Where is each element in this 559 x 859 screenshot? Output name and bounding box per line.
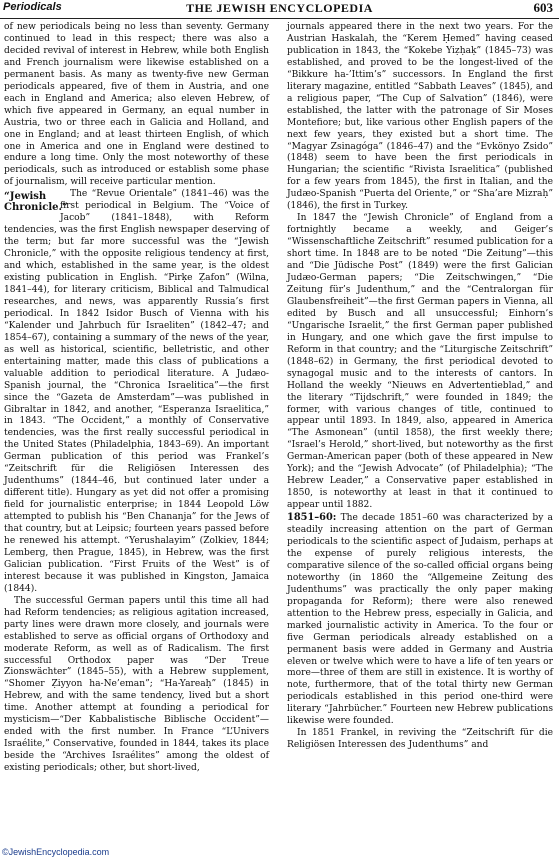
paragraph bbox=[287, 512, 553, 728]
paragraph: In 1847 the “Jewish Chronicle” of England from a fortnightly became a weekly, and Geiger’s “Wissenschaftliche Zeitschrift” resumed publication for a short time. In 1848 are to be noted “Die Zeitung”—this and “Die Jüdische Post” (1849) were the first Galician Judæo-German papers; “Die Zeitschwingen,” “Die Zeitung für’s Judenthum,” and the “Centralorgan für Glaubensfreiheit”—the first German papers in Vienna, all edited by Busch and all unsuccessful; Einhorn’s “Ungarische Israelit,” the first German paper published in Hungary, and one which gave the first impulse to Reform in that country; and the “Liturgische Zeitschrift” (1848–62) in Germany, the first periodical devoted to synagogal music and to the interests of cantors. In Holland the weekly “Nieuws en Advertentieblad,” and the literary “Tijdschrift,” were founded in 1849; the former, with various changes of title, continued to appear until 1893. In 1849, also, appeared in America “The Asmonean” (until 1858), the first weekly there; “Israel’s Herold,” short-lived, but noteworthy as the first German-American paper (both of these appeared in New York); and the “Jewish Advocate” (of Philadelphia); “The Hebrew Leader,” a Conservative paper established in 1850, is noteworthy at least in that it continued to appear until 1882. bbox=[287, 213, 553, 511]
paragraph-text: The decade 1851–60 was characterized by a steadily increasing attention on the part of German periodicals to the scientific aspect of Judaism, perhaps at the expense of purely religious interests, the comparative silence of the so-called official organs being noteworthy (in 1860 the “Allgemeine Zeitung des Judenthums” was practically the only paper making propaganda for Reform); there were also renewed attention to the Hebrew press, especially in Galicia, and marked journalistic activity in America. To the four or five German periodicals already established on a permanent basis were added in Germany and Austria eleven or twelve which were to have a life of ten years or more—three of them are still in existence. It is worthy of note, furthermore, that of the total thirty new German periodicals established in this period one-third were literary “Jahrbücher.” Fourteen new Hebrew publications likewise were founded. bbox=[287, 513, 553, 727]
left-column bbox=[4, 22, 269, 775]
section-title: Periodicals bbox=[3, 1, 62, 13]
watermark: ©JewishEncyclopedia.com bbox=[2, 847, 110, 857]
paragraph: journals appeared there in the next two years. For the Austrian Haskalah, the “Kerem Ḥemed” having ceased publication in 1843, the “Kokebe Yiẓḥaḳ” (1845–73) was established, and proved to be the longest-lived of the “Bikkure ha-’Ittim’s” successors. In England the first literary magazine, entitled “Sabbath Leaves” (1845), and a religious paper, “The Cup of Salvation” (1846), were established, the latter with the patronage of Sir Moses Montefiore; but, like various other English papers of the next few years, they existed but a short time. The “Magyar Zsinagóga” (1846–47) and the “Evkönyo Zsido” (1848) seem to have been the first periodicals in Hungarian; the scientific “Rivista Israelitica” (published for a few years from 1845), the first in Italian, and the Judæo-Spanish “Puerta del Oriente,” or “Sha’are Mizraḥ” (1846), the first in Turkey. bbox=[287, 22, 553, 212]
page-header bbox=[0, 0, 559, 19]
page-number: 603 bbox=[533, 0, 553, 15]
side-heading: “Jewish Chronicle.” bbox=[4, 191, 68, 214]
paragraph: In 1851 Frankel, in reviving the “Zeitschrift für die Religiösen Interessen des Judenthums” and bbox=[287, 728, 553, 751]
run-in-heading: 1851–60: bbox=[287, 512, 337, 524]
paragraph: of new periodicals being no less than seventy. Germany continued to lead in this respect; there was also a decided revival of interest in Hebrew, while both English and French journalism were likewise established on a permanent basis. As many as twenty-five new German periodicals appeared, five of them in Austria, and one each in England and America; also eleven Hebrew, of which five appeared in Germany, an equal number in Austria, two or three each in Galicia and Holland, and one in England; and at least thirteen English, of which one in America and one in England were destined to endure a long time. Only the most noteworthy of these periodicals, such as introduced or establish some phase of journalism, will receive particular mention. bbox=[4, 22, 269, 188]
running-title: THE JEWISH ENCYCLOPEDIA bbox=[186, 1, 373, 15]
paragraph: The successful German papers until this time all had had Reform tendencies; as religious agitation increased, party lines were drawn more closely, and journals were established to serve as official organs of Orthodoxy and moderate Reform, as well as of Radicalism. The first successful Orthodox paper was “Der Treue Zionswächter” (1845–55), with a Hebrew supplement, “Shomer Ẓiyyon ha-Ne’eman”; “Ha-Yareaḥ” (1845) in Hebrew, and with the same tendency, lived but a short time. Another attempt at founding a periodical for mysticism—“Der Kabbalistische Biblische Occident”—ended with the first number. In France “L’Univers Israélite,” Conservative, founded in 1844, takes its place beside the “Archives Israélites” among the oldest of existing periodicals; other, but short-lived, bbox=[4, 595, 269, 774]
paragraph: The “Revue Orientale” (1841–46) was the first periodical in Belgium. The “Voice of Jacob” (1841–1848), with Reform tendencies, was the first English newspaper deserving of the term; but far more successful was the “Jewish Chronicle,” with the opposite religious tendency at first, and which, established in the same year, is the oldest existing publication in English. “Pirḳe Ẓafon” (Wilna, 1841–44), for literary criticism, Biblical and Talmudical researches, and news, was apparently Russia’s first periodical. In 1842 Isidor Busch of Vienna with his “Kalender und Jahrbuch für Israeliten” (1842–47; and 1854–67), containing a summary of the news of the year, as well as historical, scientific, belletristic, and other entertaining matter, made this class of publications a valuable addition to periodical literature. A Judæo-Spanish journal, the “Chronica Israelitica”—the first since the “Gazeta de Amsterdam”—was published in Gibraltar in 1842, and another, “Esperanza Israelitica,” in 1843. “The Occident,” a monthly of Conservative tendencies, was the first really successful periodical in the United States (Philadelphia, 1843–69). An important German publication of this period was Frankel’s “Zeitschrift für die Religiösen Interessen des Judenthums” (1844–46, but continued later under a different title). Hungary as yet did not offer a promising field for journalistic enterprise; in 1844 Leopold Löw attempted to publish his “Ben Chananja” for the Jews of that country, but at Leipsic; fourteen years passed before he renewed his attempt. “Yerushalayim” (Zolkiev, 1844; Lemberg, then Prague, 1845), in Hebrew, was the first Galician publication. “First Fruits of the West” is of interest because it was published in Kingston, Jamaica (1844). bbox=[4, 189, 269, 594]
right-column bbox=[287, 22, 553, 752]
